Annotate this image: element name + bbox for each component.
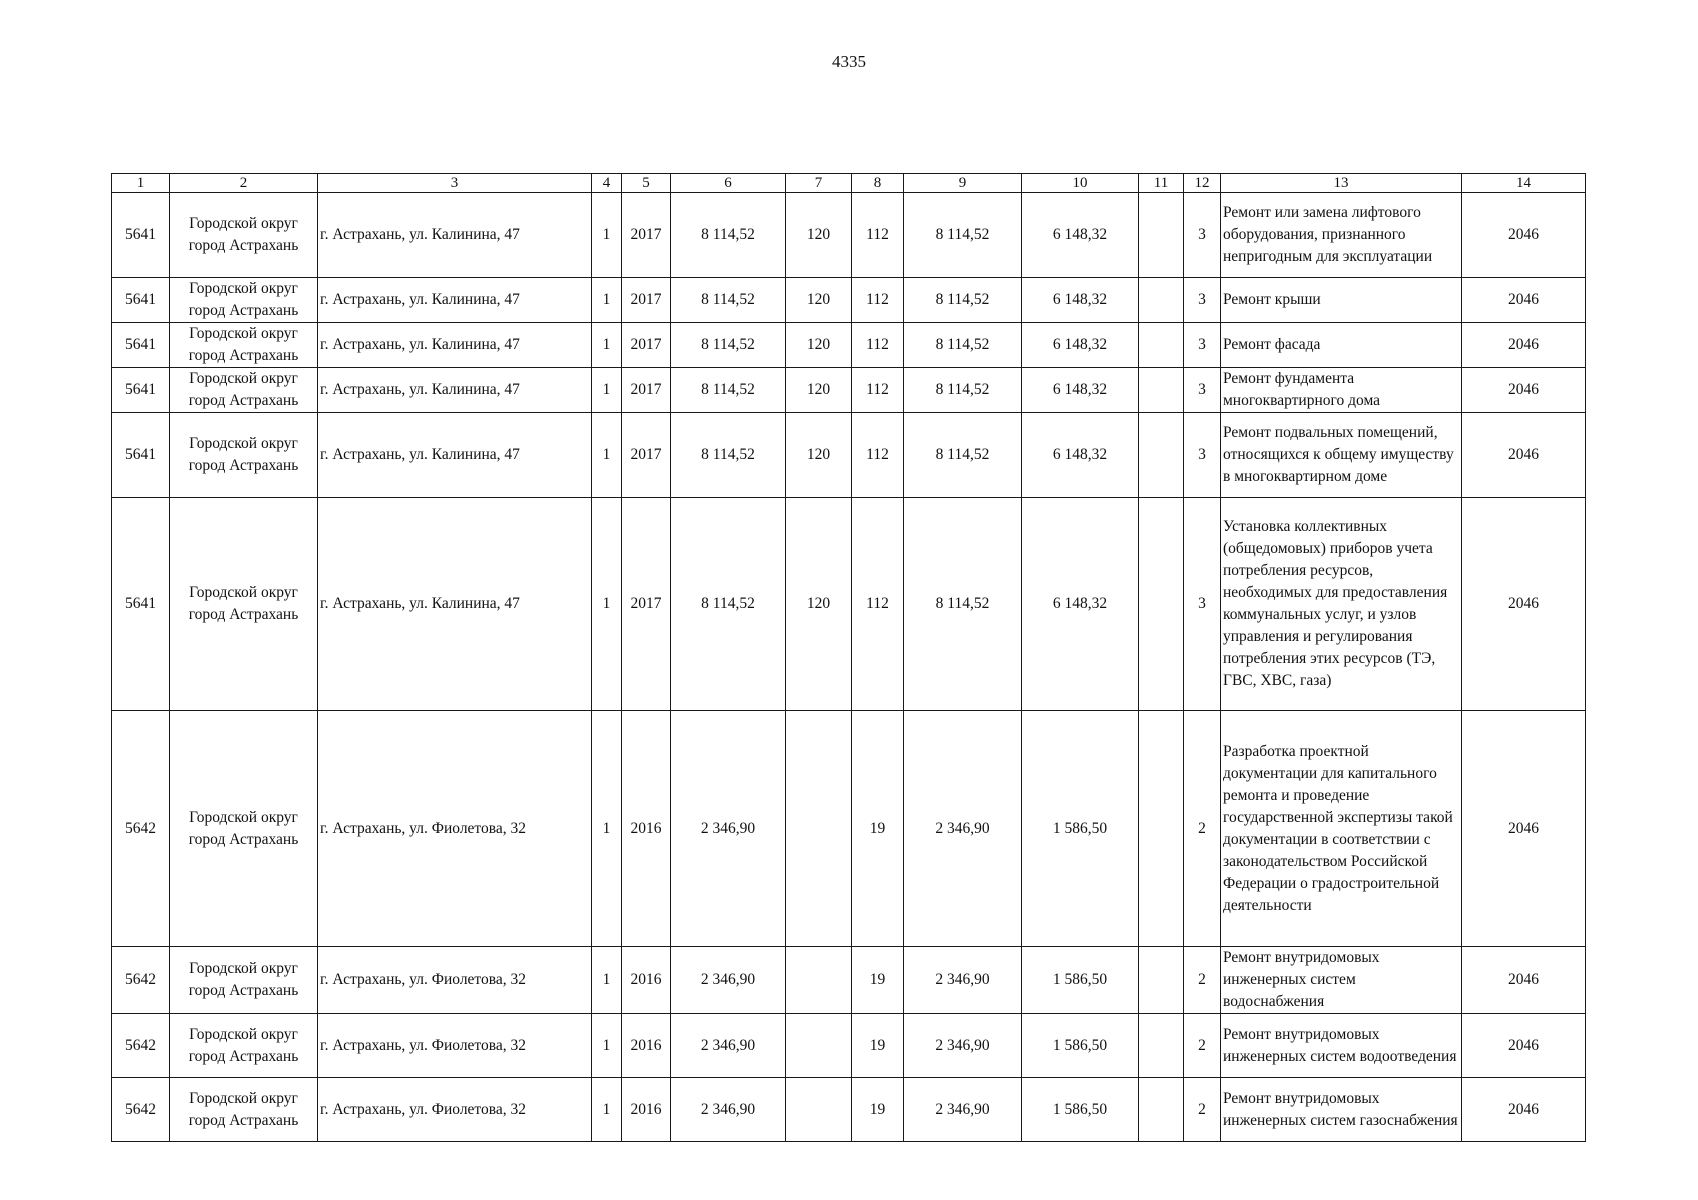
column-4-cell: 1 bbox=[592, 193, 622, 278]
address-cell: г. Астрахань, ул. Фиолетова, 32 bbox=[318, 711, 592, 947]
area-10-cell: 1 586,50 bbox=[1022, 1078, 1139, 1142]
area-9-cell: 8 114,52 bbox=[904, 368, 1022, 413]
column-4-cell: 1 bbox=[592, 368, 622, 413]
planned-year-cell: 2046 bbox=[1462, 1014, 1586, 1078]
column-header: 9 bbox=[904, 174, 1022, 193]
column-7-cell bbox=[786, 1014, 852, 1078]
column-7-cell: 120 bbox=[786, 193, 852, 278]
column-4-cell: 1 bbox=[592, 947, 622, 1014]
area-9-cell: 2 346,90 bbox=[904, 711, 1022, 947]
table-row bbox=[112, 413, 1586, 498]
column-11-cell bbox=[1139, 278, 1184, 323]
planned-year-cell: 2046 bbox=[1462, 498, 1586, 711]
column-8-cell: 19 bbox=[852, 1014, 904, 1078]
column-8-cell: 19 bbox=[852, 711, 904, 947]
column-8-cell: 112 bbox=[852, 498, 904, 711]
column-7-cell: 120 bbox=[786, 368, 852, 413]
table-row bbox=[112, 947, 1586, 1014]
work-type-cell: Ремонт фасада bbox=[1221, 323, 1462, 368]
column-12-cell: 3 bbox=[1184, 368, 1221, 413]
column-12-cell: 2 bbox=[1184, 1014, 1221, 1078]
table-row bbox=[112, 368, 1586, 413]
column-header: 6 bbox=[671, 174, 786, 193]
area-10-cell: 6 148,32 bbox=[1022, 278, 1139, 323]
column-11-cell bbox=[1139, 193, 1184, 278]
municipality-cell: Городской округ город Астрахань bbox=[170, 498, 318, 711]
area-9-cell: 8 114,52 bbox=[904, 278, 1022, 323]
work-type-cell: Разработка проектной документации для капитального ремонта и проведение государственной экспертизы такой документации в соответствии с законодательством Российской Федерации о градостроительной деятельности bbox=[1221, 711, 1462, 947]
table-row bbox=[112, 193, 1586, 278]
address-cell: г. Астрахань, ул. Калинина, 47 bbox=[318, 368, 592, 413]
area-10-cell: 6 148,32 bbox=[1022, 498, 1139, 711]
column-11-cell bbox=[1139, 947, 1184, 1014]
municipality-cell: Городской округ город Астрахань bbox=[170, 368, 318, 413]
column-header: 8 bbox=[852, 174, 904, 193]
total-area-cell: 8 114,52 bbox=[671, 498, 786, 711]
year-cell: 2017 bbox=[622, 193, 671, 278]
column-4-cell: 1 bbox=[592, 1014, 622, 1078]
planned-year-cell: 2046 bbox=[1462, 413, 1586, 498]
column-12-cell: 3 bbox=[1184, 193, 1221, 278]
house-id-cell: 5641 bbox=[112, 323, 170, 368]
house-id-cell: 5642 bbox=[112, 947, 170, 1014]
column-12-cell: 2 bbox=[1184, 711, 1221, 947]
column-header: 12 bbox=[1184, 174, 1221, 193]
total-area-cell: 2 346,90 bbox=[671, 947, 786, 1014]
column-8-cell: 112 bbox=[852, 413, 904, 498]
house-id-cell: 5641 bbox=[112, 498, 170, 711]
column-8-cell: 112 bbox=[852, 323, 904, 368]
table-row bbox=[112, 278, 1586, 323]
table-row bbox=[112, 711, 1586, 947]
total-area-cell: 8 114,52 bbox=[671, 278, 786, 323]
house-id-cell: 5642 bbox=[112, 1014, 170, 1078]
work-type-cell: Ремонт крыши bbox=[1221, 278, 1462, 323]
column-8-cell: 112 bbox=[852, 193, 904, 278]
year-cell: 2016 bbox=[622, 1014, 671, 1078]
area-10-cell: 1 586,50 bbox=[1022, 711, 1139, 947]
column-12-cell: 3 bbox=[1184, 413, 1221, 498]
column-7-cell bbox=[786, 1078, 852, 1142]
house-id-cell: 5641 bbox=[112, 413, 170, 498]
work-type-cell: Ремонт внутридомовых инженерных систем газоснабжения bbox=[1221, 1078, 1462, 1142]
work-type-cell: Ремонт фундамента многоквартирного дома bbox=[1221, 368, 1462, 413]
column-7-cell bbox=[786, 711, 852, 947]
address-cell: г. Астрахань, ул. Фиолетова, 32 bbox=[318, 1014, 592, 1078]
address-cell: г. Астрахань, ул. Фиолетова, 32 bbox=[318, 947, 592, 1014]
column-header: 4 bbox=[592, 174, 622, 193]
year-cell: 2016 bbox=[622, 1078, 671, 1142]
year-cell: 2017 bbox=[622, 498, 671, 711]
year-cell: 2017 bbox=[622, 413, 671, 498]
column-header: 13 bbox=[1221, 174, 1462, 193]
column-4-cell: 1 bbox=[592, 711, 622, 947]
page-number: 4335 bbox=[832, 52, 866, 71]
table-row bbox=[112, 323, 1586, 368]
municipality-cell: Городской округ город Астрахань bbox=[170, 278, 318, 323]
municipality-cell: Городской округ город Астрахань bbox=[170, 1014, 318, 1078]
column-11-cell bbox=[1139, 368, 1184, 413]
address-cell: г. Астрахань, ул. Калинина, 47 bbox=[318, 278, 592, 323]
municipality-cell: Городской округ город Астрахань bbox=[170, 413, 318, 498]
area-9-cell: 8 114,52 bbox=[904, 413, 1022, 498]
total-area-cell: 8 114,52 bbox=[671, 193, 786, 278]
area-9-cell: 8 114,52 bbox=[904, 323, 1022, 368]
year-cell: 2017 bbox=[622, 368, 671, 413]
column-11-cell bbox=[1139, 498, 1184, 711]
planned-year-cell: 2046 bbox=[1462, 947, 1586, 1014]
column-8-cell: 112 bbox=[852, 278, 904, 323]
work-type-cell: Ремонт внутридомовых инженерных систем водоснабжения bbox=[1221, 947, 1462, 1014]
work-type-cell: Установка коллективных (общедомовых) приборов учета потребления ресурсов, необходимых для предоставления коммунальных услуг, и узлов управления и регулирования потребления этих ресурсов (ТЭ, ГВС, ХВС, газа) bbox=[1221, 498, 1462, 711]
area-10-cell: 6 148,32 bbox=[1022, 323, 1139, 368]
area-9-cell: 2 346,90 bbox=[904, 1014, 1022, 1078]
planned-year-cell: 2046 bbox=[1462, 278, 1586, 323]
column-7-cell: 120 bbox=[786, 278, 852, 323]
address-cell: г. Астрахань, ул. Фиолетова, 32 bbox=[318, 1078, 592, 1142]
total-area-cell: 8 114,52 bbox=[671, 413, 786, 498]
column-8-cell: 19 bbox=[852, 1078, 904, 1142]
total-area-cell: 2 346,90 bbox=[671, 1078, 786, 1142]
area-10-cell: 1 586,50 bbox=[1022, 1014, 1139, 1078]
year-cell: 2017 bbox=[622, 323, 671, 368]
work-type-cell: Ремонт подвальных помещений, относящихся к общему имуществу в многоквартирном доме bbox=[1221, 413, 1462, 498]
column-11-cell bbox=[1139, 1078, 1184, 1142]
area-9-cell: 8 114,52 bbox=[904, 193, 1022, 278]
house-id-cell: 5641 bbox=[112, 193, 170, 278]
column-4-cell: 1 bbox=[592, 498, 622, 711]
address-cell: г. Астрахань, ул. Калинина, 47 bbox=[318, 193, 592, 278]
area-10-cell: 6 148,32 bbox=[1022, 413, 1139, 498]
total-area-cell: 8 114,52 bbox=[671, 368, 786, 413]
column-11-cell bbox=[1139, 413, 1184, 498]
year-cell: 2017 bbox=[622, 278, 671, 323]
area-10-cell: 6 148,32 bbox=[1022, 368, 1139, 413]
column-11-cell bbox=[1139, 1014, 1184, 1078]
column-11-cell bbox=[1139, 323, 1184, 368]
address-cell: г. Астрахань, ул. Калинина, 47 bbox=[318, 498, 592, 711]
column-header: 11 bbox=[1139, 174, 1184, 193]
planned-year-cell: 2046 bbox=[1462, 193, 1586, 278]
table-row bbox=[112, 1014, 1586, 1078]
column-8-cell: 112 bbox=[852, 368, 904, 413]
column-4-cell: 1 bbox=[592, 278, 622, 323]
municipality-cell: Городской округ город Астрахань bbox=[170, 711, 318, 947]
column-7-cell: 120 bbox=[786, 413, 852, 498]
area-9-cell: 8 114,52 bbox=[904, 498, 1022, 711]
area-9-cell: 2 346,90 bbox=[904, 1078, 1022, 1142]
column-header: 3 bbox=[318, 174, 592, 193]
column-header: 1 bbox=[112, 174, 170, 193]
municipality-cell: Городской округ город Астрахань bbox=[170, 193, 318, 278]
column-12-cell: 2 bbox=[1184, 1078, 1221, 1142]
column-header: 5 bbox=[622, 174, 671, 193]
column-4-cell: 1 bbox=[592, 1078, 622, 1142]
planned-year-cell: 2046 bbox=[1462, 1078, 1586, 1142]
table-body bbox=[112, 193, 1586, 1142]
year-cell: 2016 bbox=[622, 947, 671, 1014]
column-header: 7 bbox=[786, 174, 852, 193]
column-11-cell bbox=[1139, 711, 1184, 947]
column-12-cell: 2 bbox=[1184, 947, 1221, 1014]
column-4-cell: 1 bbox=[592, 323, 622, 368]
column-header: 2 bbox=[170, 174, 318, 193]
table-row bbox=[112, 498, 1586, 711]
column-7-cell: 120 bbox=[786, 323, 852, 368]
column-7-cell: 120 bbox=[786, 498, 852, 711]
house-id-cell: 5642 bbox=[112, 1078, 170, 1142]
house-id-cell: 5642 bbox=[112, 711, 170, 947]
column-4-cell: 1 bbox=[592, 413, 622, 498]
municipality-cell: Городской округ город Астрахань bbox=[170, 947, 318, 1014]
header-row bbox=[112, 174, 1586, 193]
column-12-cell: 3 bbox=[1184, 498, 1221, 711]
column-header: 10 bbox=[1022, 174, 1139, 193]
area-10-cell: 6 148,32 bbox=[1022, 193, 1139, 278]
column-8-cell: 19 bbox=[852, 947, 904, 1014]
area-10-cell: 1 586,50 bbox=[1022, 947, 1139, 1014]
area-9-cell: 2 346,90 bbox=[904, 947, 1022, 1014]
municipality-cell: Городской округ город Астрахань bbox=[170, 323, 318, 368]
total-area-cell: 2 346,90 bbox=[671, 711, 786, 947]
house-id-cell: 5641 bbox=[112, 278, 170, 323]
column-12-cell: 3 bbox=[1184, 278, 1221, 323]
column-header: 14 bbox=[1462, 174, 1586, 193]
column-12-cell: 3 bbox=[1184, 323, 1221, 368]
total-area-cell: 2 346,90 bbox=[671, 1014, 786, 1078]
planned-year-cell: 2046 bbox=[1462, 711, 1586, 947]
address-cell: г. Астрахань, ул. Калинина, 47 bbox=[318, 323, 592, 368]
work-type-cell: Ремонт или замена лифтового оборудования, признанного непригодным для эксплуатации bbox=[1221, 193, 1462, 278]
address-cell: г. Астрахань, ул. Калинина, 47 bbox=[318, 413, 592, 498]
year-cell: 2016 bbox=[622, 711, 671, 947]
municipality-cell: Городской округ город Астрахань bbox=[170, 1078, 318, 1142]
capital-repair-table bbox=[111, 173, 1586, 1142]
planned-year-cell: 2046 bbox=[1462, 323, 1586, 368]
total-area-cell: 8 114,52 bbox=[671, 323, 786, 368]
table-row bbox=[112, 1078, 1586, 1142]
column-7-cell bbox=[786, 947, 852, 1014]
house-id-cell: 5641 bbox=[112, 368, 170, 413]
work-type-cell: Ремонт внутридомовых инженерных систем водоотведения bbox=[1221, 1014, 1462, 1078]
planned-year-cell: 2046 bbox=[1462, 368, 1586, 413]
